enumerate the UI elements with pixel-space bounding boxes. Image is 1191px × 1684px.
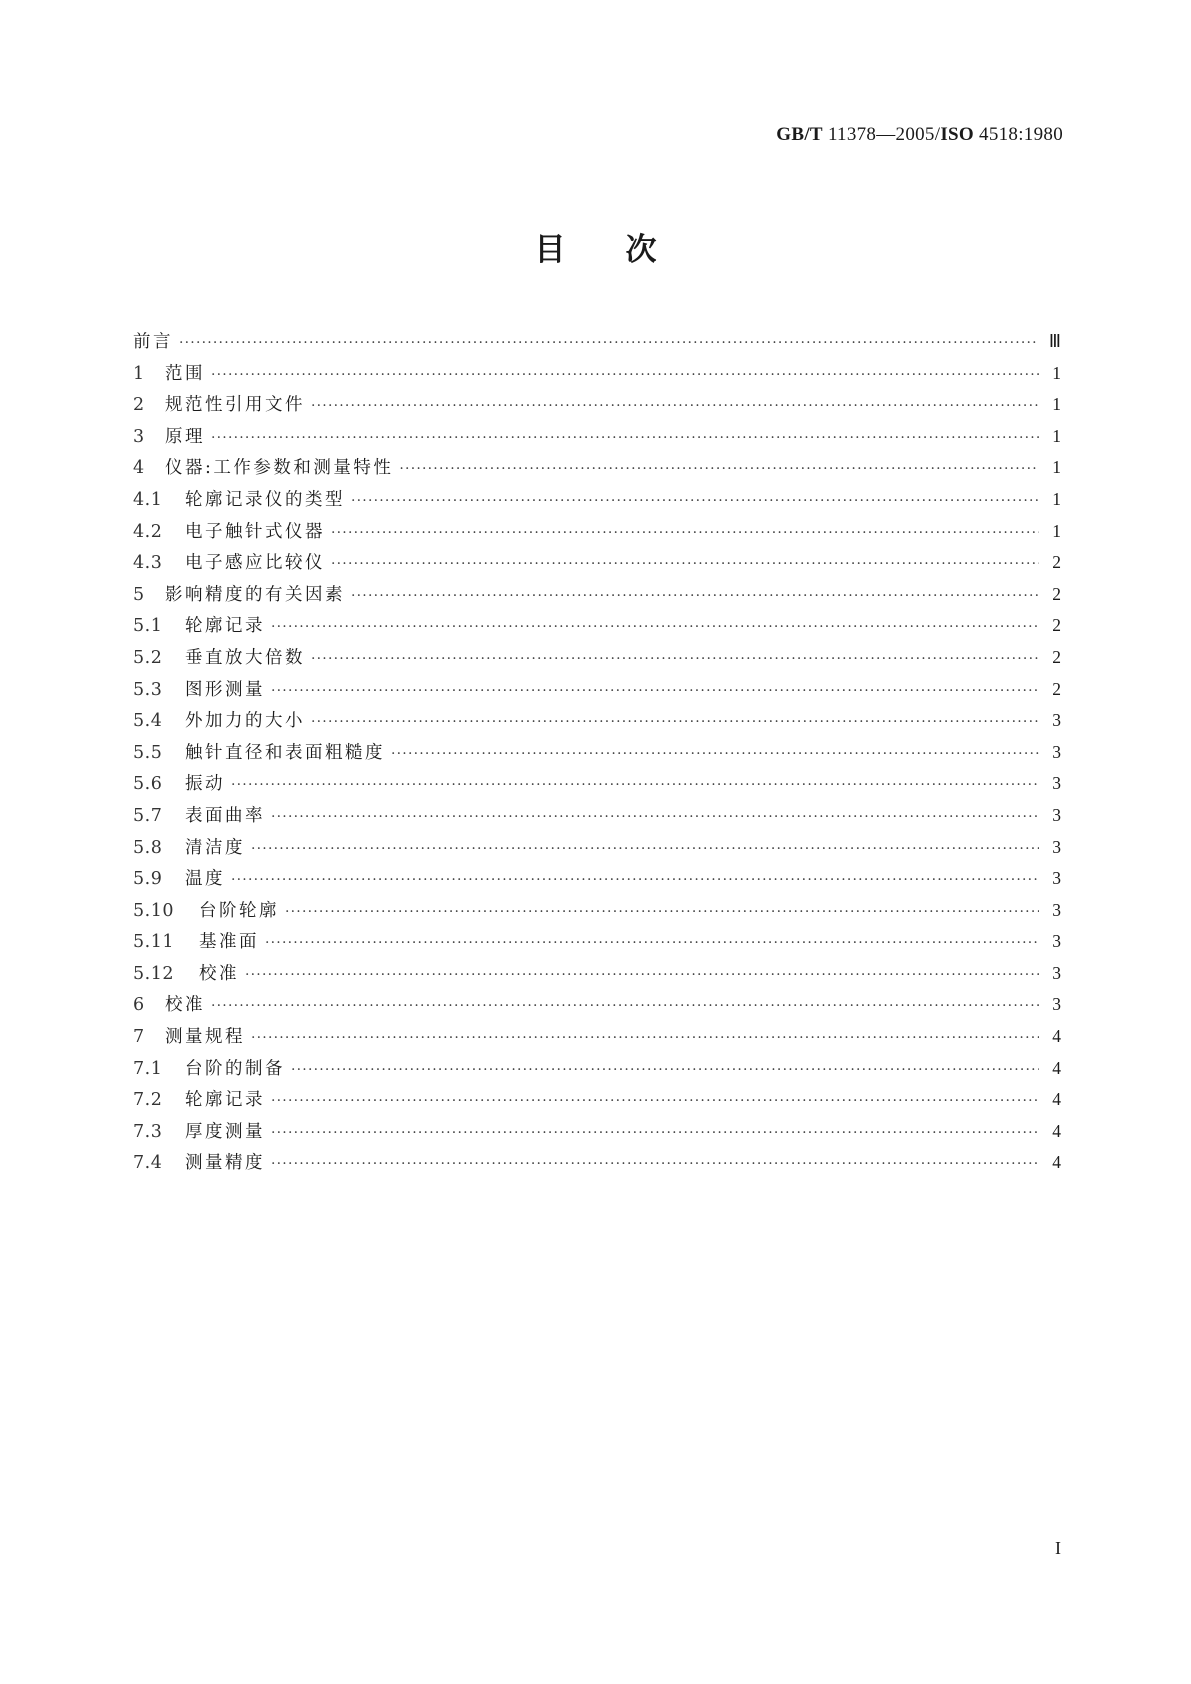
toc-entry-title: 温度: [185, 869, 225, 890]
toc-entry-title: 影响精度的有关因素: [165, 584, 345, 605]
toc-entry-title: 图形测量: [185, 679, 265, 700]
toc-entry-title: 轮廓记录: [185, 616, 265, 637]
toc-entry-number: 5.9: [133, 869, 163, 890]
toc-entry-page: 3: [1052, 804, 1061, 825]
toc-entry-page: 3: [1052, 962, 1061, 983]
toc-entry-title: 仪器:工作参数和测量特性: [165, 458, 394, 479]
toc-entry-number: 2: [133, 395, 145, 416]
toc-entry-title: 轮廓记录: [185, 1090, 265, 1111]
toc-leader-dots: [179, 335, 1039, 351]
toc-leader-dots: [311, 398, 1039, 414]
toc-entry-title: 表面曲率: [185, 805, 265, 826]
toc-entry-page: 4: [1052, 1057, 1061, 1078]
toc-entry-page: 2: [1052, 615, 1061, 636]
toc-leader-dots: [251, 841, 1039, 857]
toc-entry-page: 3: [1052, 931, 1061, 952]
toc-entry-title: 轮廓记录仪的类型: [185, 489, 345, 510]
toc-entry-page: 3: [1052, 741, 1061, 762]
toc-entry[interactable]: [133, 612, 1061, 644]
toc-leader-dots: [271, 1125, 1039, 1141]
toc-leader-dots: [331, 525, 1039, 541]
toc-leader-dots: [211, 367, 1039, 383]
toc-entry-page: 1: [1052, 425, 1061, 446]
toc-entry[interactable]: [133, 549, 1061, 581]
toc-entry-number: 5.5: [133, 742, 163, 763]
toc-leader-dots: [271, 1156, 1039, 1172]
toc-entry-number: 5.11: [133, 932, 174, 953]
toc-entry[interactable]: [133, 1149, 1061, 1181]
toc-entry[interactable]: [133, 739, 1061, 771]
toc-leader-dots: [271, 1093, 1039, 1109]
toc-entry-title: 测量精度: [185, 1153, 265, 1174]
toc-entry-page: 2: [1052, 646, 1061, 667]
toc-entry-number: 5.8: [133, 837, 163, 858]
toc-entry-page: 3: [1052, 773, 1061, 794]
toc-entry-number: 5.4: [133, 711, 163, 732]
toc-leader-dots: [231, 872, 1039, 888]
toc-entry[interactable]: [133, 518, 1061, 550]
toc-entry-title: 测量规程: [165, 1027, 245, 1048]
toc-leader-dots: [271, 683, 1039, 699]
toc-entry-page: 4: [1052, 1120, 1061, 1141]
toc-entry[interactable]: [133, 802, 1061, 834]
toc-entry-number: 4.3: [133, 553, 163, 574]
toc-entry-title: 台阶的制备: [185, 1058, 285, 1079]
toc-entry-page: 2: [1052, 583, 1061, 604]
toc-leader-dots: [351, 493, 1039, 509]
standard-code-iso: ISO: [940, 124, 974, 145]
toc-entry[interactable]: [133, 486, 1061, 518]
toc-entry[interactable]: [133, 423, 1061, 455]
toc-entry-page: 1: [1052, 457, 1061, 478]
page-number: I: [1055, 1538, 1061, 1558]
toc-entry-number: 5.6: [133, 774, 163, 795]
toc-leader-dots: [265, 935, 1039, 951]
toc-entry[interactable]: [133, 1023, 1061, 1055]
toc-leader-dots: [399, 461, 1039, 477]
toc-entry[interactable]: [133, 328, 1061, 360]
standard-code-prefix: GB/T: [776, 124, 823, 145]
toc-entry-number: 1: [133, 363, 145, 384]
toc-leader-dots: [331, 556, 1039, 572]
standard-code-iso-number: 4518:1980: [973, 124, 1063, 145]
toc-entry-number: 5.10: [133, 900, 174, 921]
toc-entry-number: 5.2: [133, 647, 163, 668]
toc-leader-dots: [311, 651, 1039, 667]
toc-entry-number: 4.2: [133, 521, 163, 542]
toc-entry[interactable]: [133, 960, 1061, 992]
toc-entry[interactable]: [133, 770, 1061, 802]
toc-entry-page: 3: [1052, 836, 1061, 857]
toc-entry-number: 5.12: [133, 963, 174, 984]
toc-entry-page: 1: [1052, 394, 1061, 415]
toc-entry-number: 5: [133, 584, 145, 605]
toc-entry[interactable]: [133, 1086, 1061, 1118]
toc-entry[interactable]: [133, 644, 1061, 676]
toc-entry-page: 2: [1052, 678, 1061, 699]
toc-entry-number: 7.4: [133, 1153, 163, 1174]
toc-entry-title: 电子感应比较仪: [185, 553, 325, 574]
toc-entry-page: 1: [1052, 488, 1061, 509]
toc-leader-dots: [245, 967, 1039, 983]
toc-entry[interactable]: [133, 360, 1061, 392]
toc-entry-number: 7.3: [133, 1121, 163, 1142]
table-of-contents: [133, 328, 1061, 1181]
toc-entry-number: 4.1: [133, 489, 163, 510]
toc-entry-number: 6: [133, 995, 145, 1016]
toc-entry-number: 5.3: [133, 679, 163, 700]
toc-leader-dots: [251, 1030, 1039, 1046]
toc-entry-page: 3: [1052, 710, 1061, 731]
toc-leader-dots: [285, 904, 1039, 920]
toc-entry[interactable]: [133, 1118, 1061, 1150]
toc-leader-dots: [391, 746, 1039, 762]
toc-entry-number: 5.1: [133, 616, 163, 637]
toc-entry-page: 3: [1052, 868, 1061, 889]
toc-entry-number: 7.2: [133, 1090, 163, 1111]
toc-entry[interactable]: [133, 1055, 1061, 1087]
toc-entry-page: 1: [1052, 520, 1061, 541]
toc-entry-title: 电子触针式仪器: [185, 521, 325, 542]
toc-leader-dots: [291, 1062, 1039, 1078]
toc-entry[interactable]: [133, 834, 1061, 866]
toc-entry-title: 厚度测量: [185, 1121, 265, 1142]
toc-entry-page: 3: [1052, 994, 1061, 1015]
page-title: 目次: [534, 232, 717, 268]
toc-entry-title: 原理: [165, 426, 205, 447]
toc-entry[interactable]: [133, 391, 1061, 423]
toc-leader-dots: [351, 588, 1039, 604]
standard-code-number: 11378—2005/: [822, 124, 941, 145]
toc-entry-title: 校准: [165, 995, 205, 1016]
toc-leader-dots: [231, 777, 1039, 793]
toc-entry-page: 1: [1052, 362, 1061, 383]
toc-entry-number: 7.1: [133, 1058, 163, 1079]
toc-entry-title: 校准: [199, 963, 239, 984]
toc-entry[interactable]: [133, 865, 1061, 897]
toc-leader-dots: [211, 998, 1039, 1014]
standard-code: [776, 124, 1063, 146]
toc-leader-dots: [271, 809, 1039, 825]
toc-entry-title: 基准面: [199, 932, 259, 953]
toc-entry-number: 3: [133, 426, 145, 447]
toc-leader-dots: [311, 714, 1039, 730]
toc-leader-dots: [211, 430, 1039, 446]
toc-entry-page: Ⅲ: [1048, 331, 1061, 351]
toc-entry-number: 7: [133, 1027, 145, 1048]
toc-entry-title: 清洁度: [185, 837, 245, 858]
toc-entry-title: 前言: [133, 332, 173, 352]
toc-leader-dots: [271, 619, 1039, 635]
toc-entry-title: 台阶轮廓: [199, 900, 279, 921]
toc-entry[interactable]: [133, 928, 1061, 960]
toc-entry-title: 垂直放大倍数: [185, 647, 305, 668]
toc-entry-title: 范围: [165, 363, 205, 384]
toc-entry-title: 规范性引用文件: [165, 395, 305, 416]
toc-entry[interactable]: [133, 707, 1061, 739]
toc-entry-page: 3: [1052, 899, 1061, 920]
toc-entry[interactable]: [133, 897, 1061, 929]
toc-entry-page: 4: [1052, 1089, 1061, 1110]
toc-entry-title: 振动: [185, 774, 225, 795]
toc-entry-number: 4: [133, 458, 145, 479]
toc-entry-page: 4: [1052, 1152, 1061, 1173]
toc-entry-page: 4: [1052, 1026, 1061, 1047]
toc-entry[interactable]: [133, 581, 1061, 613]
toc-entry-number: 5.7: [133, 805, 163, 826]
toc-entry[interactable]: [133, 676, 1061, 708]
toc-entry-title: 触针直径和表面粗糙度: [185, 742, 385, 763]
toc-entry-title: 外加力的大小: [185, 711, 305, 732]
toc-entry[interactable]: [133, 991, 1061, 1023]
toc-entry-page: 2: [1052, 552, 1061, 573]
toc-entry[interactable]: [133, 454, 1061, 486]
